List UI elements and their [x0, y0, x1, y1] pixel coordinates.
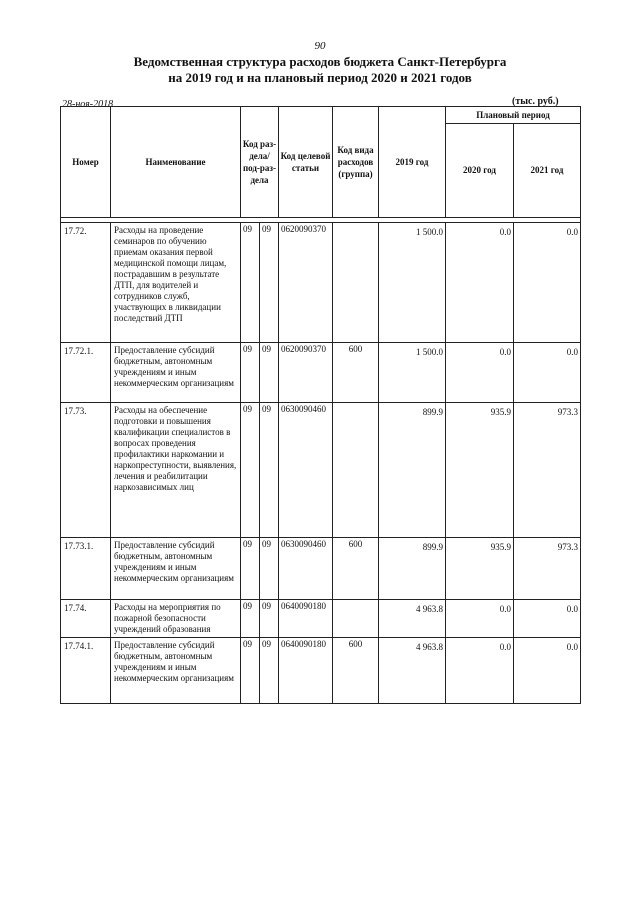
row-name: Предоставление субсидий бюджетным, автономным учреждениям и иным некоммерческим организациям — [111, 638, 241, 704]
row-value-2020: 935.9 — [446, 538, 514, 600]
row-expense-type — [333, 223, 379, 343]
row-expense-type: 600 — [333, 638, 379, 704]
header-name: Наименование — [111, 107, 241, 218]
table-row — [61, 343, 581, 403]
header-planned-period: Плановый период — [446, 107, 581, 124]
row-number: 17.74.1. — [61, 638, 111, 704]
row-subsection: 09 — [260, 403, 279, 538]
row-section: 09 — [241, 343, 260, 403]
page-number: 90 — [314, 40, 326, 52]
row-value-2019: 1 500.0 — [379, 343, 446, 403]
title-line-1: Ведомственная структура расходов бюджета Санкт-Петербурга — [133, 54, 507, 69]
table-row — [61, 223, 581, 343]
row-value-2020: 0.0 — [446, 343, 514, 403]
row-name: Расходы на проведение семинаров по обучению приемам оказания первой медицинской помощи лицам, пострадавшим в результате ДТП, для водителей и сотрудников служб, участвующих в ликвидации последствий ДТП — [111, 223, 241, 343]
row-value-2021: 973.3 — [514, 538, 581, 600]
table-row — [61, 403, 581, 538]
row-value-2019: 899.9 — [379, 538, 446, 600]
row-subsection: 09 — [260, 538, 279, 600]
row-value-2019: 4 963.8 — [379, 600, 446, 638]
row-value-2019: 899.9 — [379, 403, 446, 538]
row-section: 09 — [241, 403, 260, 538]
budget-table — [60, 106, 581, 704]
row-value-2021: 0.0 — [514, 223, 581, 343]
row-expense-type: 600 — [333, 343, 379, 403]
title-line-2: на 2019 год и на плановый период 2020 и 2021 годов — [168, 70, 472, 85]
row-section: 09 — [241, 538, 260, 600]
row-subsection: 09 — [260, 223, 279, 343]
row-value-2020: 935.9 — [446, 403, 514, 538]
row-name: Предоставление субсидий бюджетным, автономным учреждениям и иным некоммерческим организациям — [111, 343, 241, 403]
row-section: 09 — [241, 600, 260, 638]
row-section: 09 — [241, 223, 260, 343]
header-section-code: Код раз-дела/ под-раз-дела — [241, 107, 279, 218]
row-name: Расходы на мероприятия по пожарной безопасности учреждений образования — [111, 600, 241, 638]
row-number: 17.73.1. — [61, 538, 111, 600]
row-target-code: 0640090180 — [279, 638, 333, 704]
row-name: Расходы на обеспечение подготовки и повышения квалификации специалистов в вопросах проведения профилактики наркомании и наркопреступности, выявления, лечения и реабилитации наркозависимых лиц — [111, 403, 241, 538]
row-subsection: 09 — [260, 600, 279, 638]
header-year-2020: 2020 год — [446, 124, 514, 218]
row-value-2019: 1 500.0 — [379, 223, 446, 343]
row-value-2021: 0.0 — [514, 600, 581, 638]
header-expense-type: Код вида расходов (группа) — [333, 107, 379, 218]
document-title — [0, 54, 640, 86]
row-section: 09 — [241, 638, 260, 704]
row-subsection: 09 — [260, 638, 279, 704]
row-value-2021: 0.0 — [514, 343, 581, 403]
row-target-code: 0630090460 — [279, 538, 333, 600]
row-subsection: 09 — [260, 343, 279, 403]
table-row — [61, 538, 581, 600]
row-target-code: 0620090370 — [279, 223, 333, 343]
row-value-2021: 973.3 — [514, 403, 581, 538]
header-year-2019: 2019 год — [379, 107, 446, 218]
row-number: 17.73. — [61, 403, 111, 538]
row-target-code: 0620090370 — [279, 343, 333, 403]
units-label: (тыс. руб.) — [512, 96, 559, 107]
document-date: 28-ноя-2018 — [62, 99, 114, 110]
row-number: 17.74. — [61, 600, 111, 638]
table-row — [61, 638, 581, 704]
row-number: 17.72. — [61, 223, 111, 343]
header-number: Номер — [61, 107, 111, 218]
header-target-code: Код целевой статьи — [279, 107, 333, 218]
row-expense-type — [333, 403, 379, 538]
row-target-code: 0640090180 — [279, 600, 333, 638]
row-expense-type — [333, 600, 379, 638]
row-name: Предоставление субсидий бюджетным, автономным учреждениям и иным некоммерческим организациям — [111, 538, 241, 600]
table-row — [61, 600, 581, 638]
row-target-code: 0630090460 — [279, 403, 333, 538]
row-value-2020: 0.0 — [446, 638, 514, 704]
row-value-2020: 0.0 — [446, 223, 514, 343]
row-value-2020: 0.0 — [446, 600, 514, 638]
header-year-2021: 2021 год — [514, 124, 581, 218]
row-expense-type: 600 — [333, 538, 379, 600]
row-value-2019: 4 963.8 — [379, 638, 446, 704]
row-number: 17.72.1. — [61, 343, 111, 403]
row-value-2021: 0.0 — [514, 638, 581, 704]
